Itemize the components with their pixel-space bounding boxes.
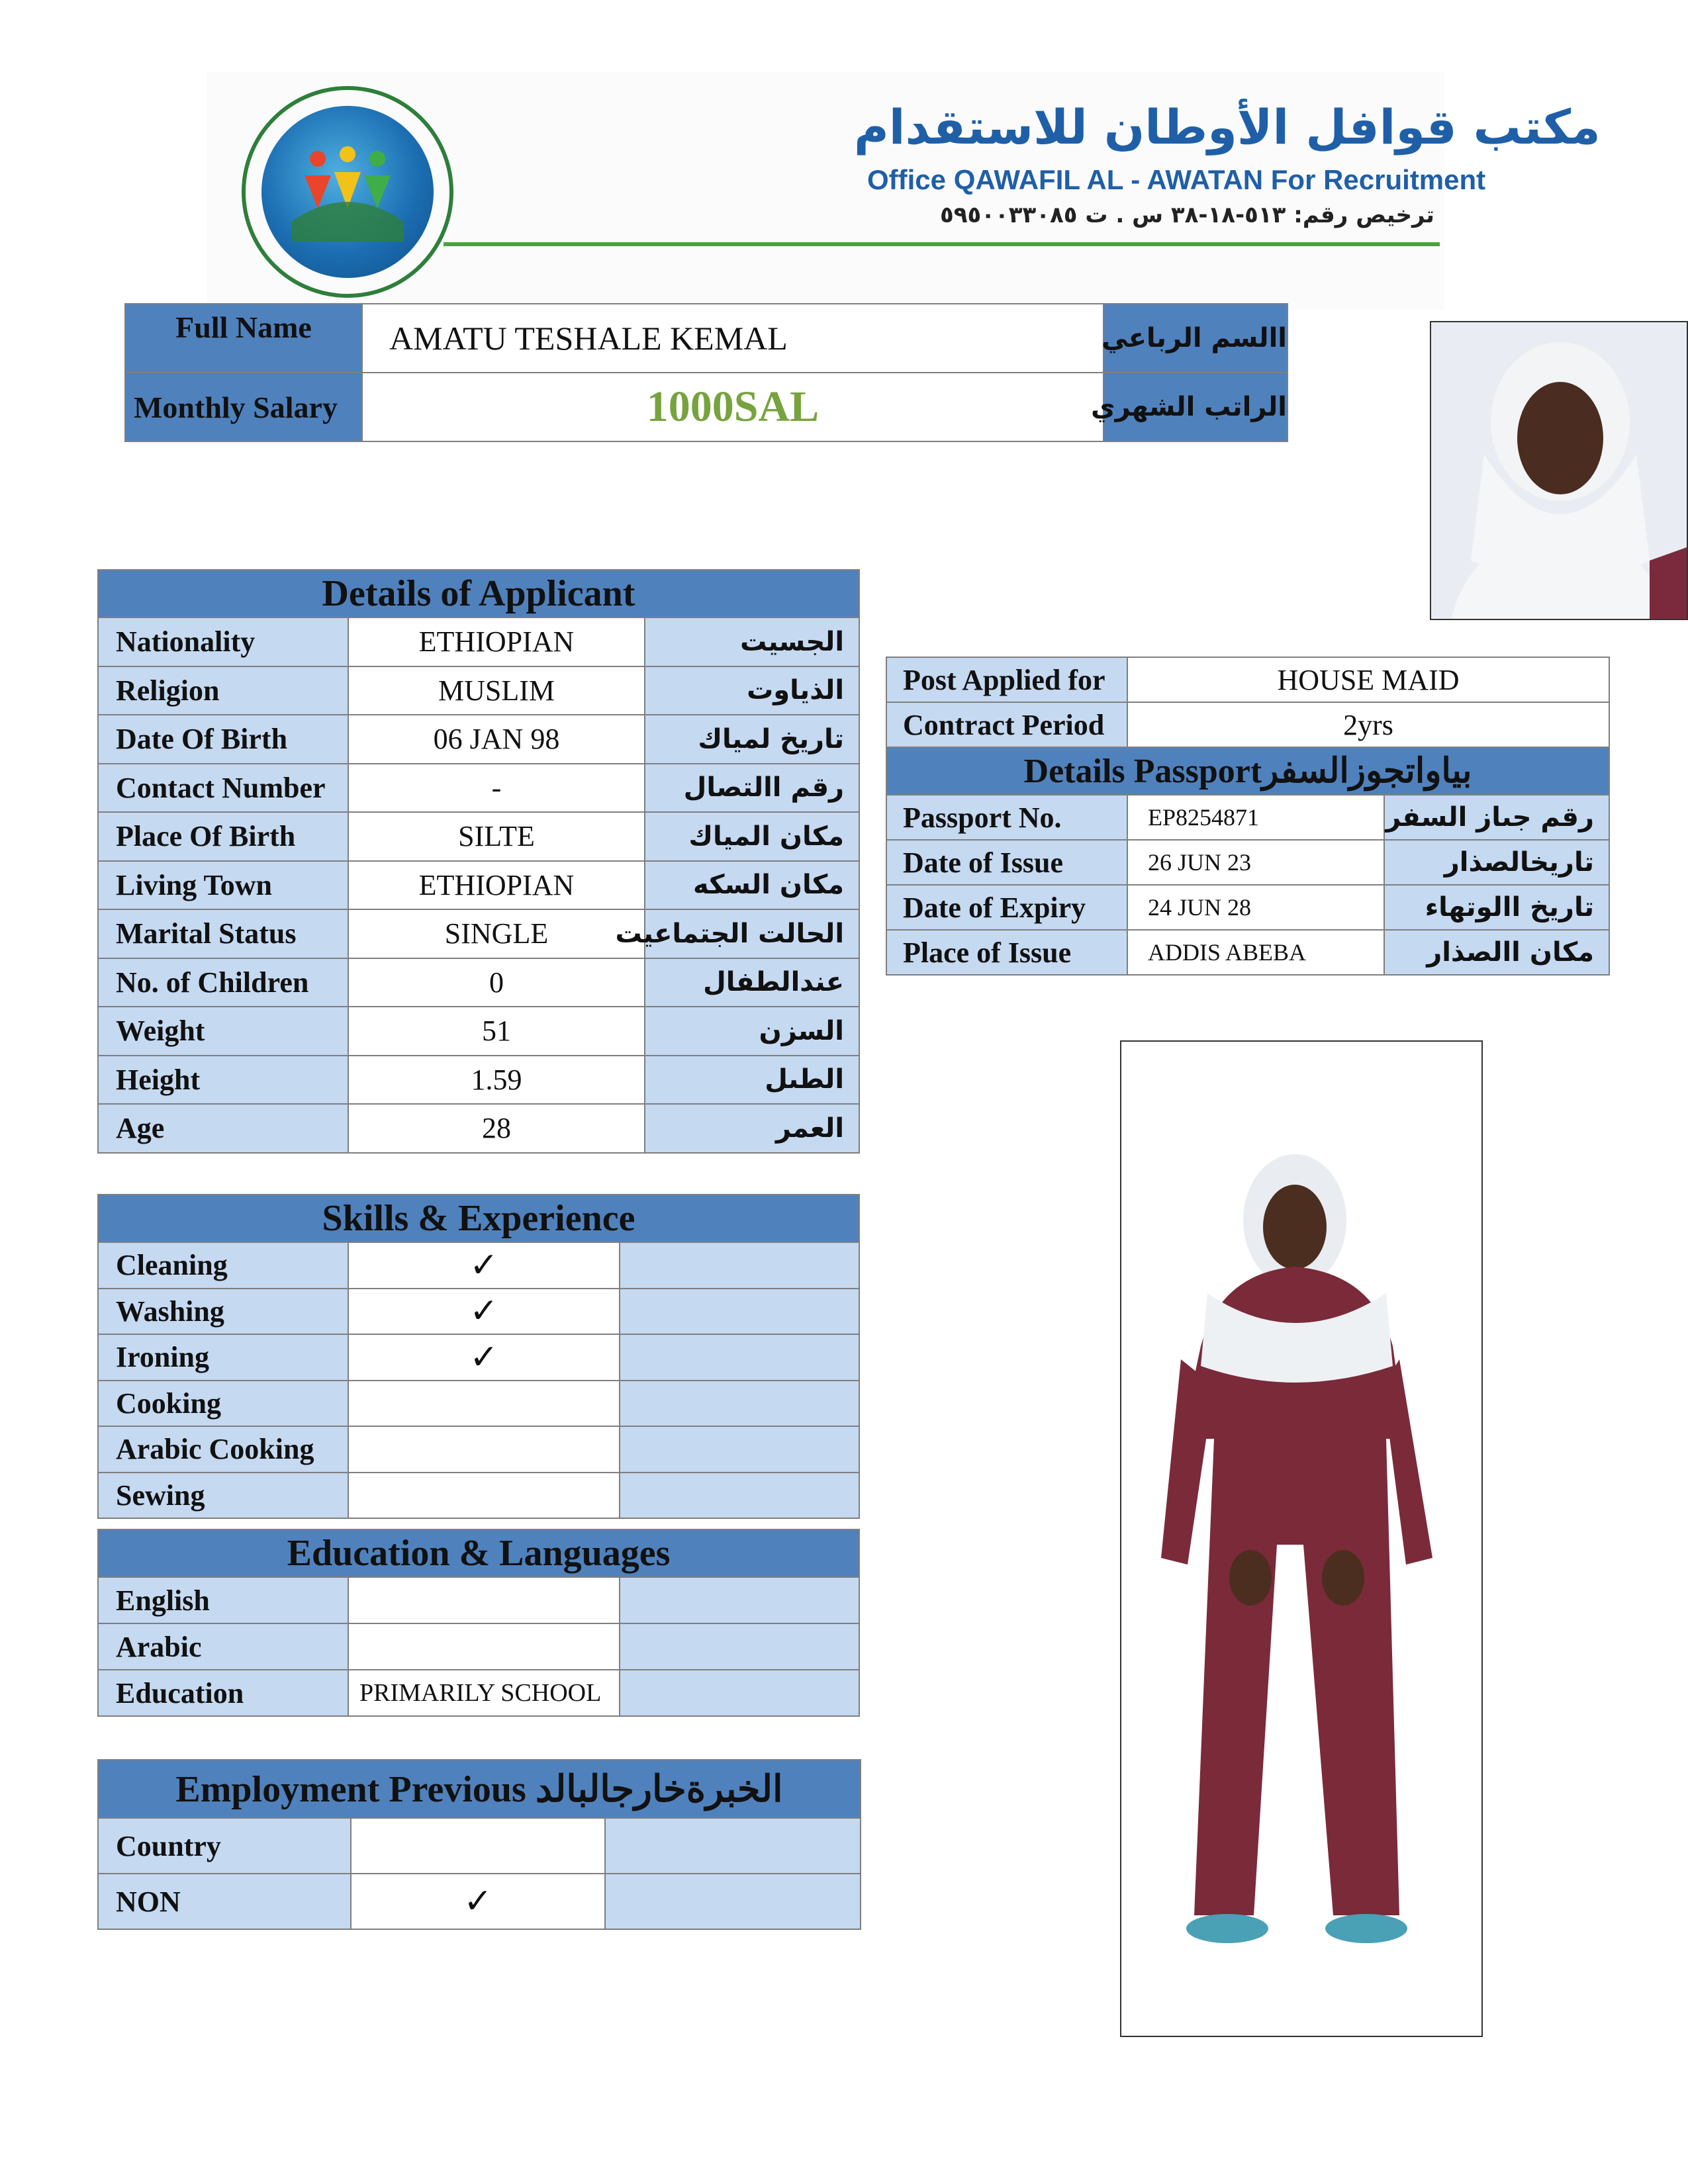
employment-section-title: Employment Previous الخبرةخارجالبالد: [98, 1760, 861, 1818]
applicant-field-arabic: عندالطفال: [645, 958, 859, 1007]
applicant-field-label: Contact Number: [98, 764, 348, 813]
skill-extra-cell: [620, 1242, 859, 1289]
skill-row: [98, 1289, 859, 1335]
post-label: Post Applied for: [886, 657, 1127, 702]
logo-divider: [444, 242, 1440, 246]
applicant-field-value: SINGLE: [348, 909, 645, 958]
applicant-field-arabic: الذياوت: [645, 666, 859, 715]
monthly-salary-arabic: الراتب الشهري: [1103, 373, 1288, 441]
skill-row: [98, 1334, 859, 1381]
skill-extra-cell: [620, 1289, 859, 1335]
full-name-label: Full Name: [125, 304, 362, 373]
applicant-field-value: SILTE: [348, 812, 645, 861]
skill-label: Sewing: [98, 1473, 348, 1519]
applicant-field-arabic: الحالت الجتماعيت: [645, 909, 859, 958]
skill-label: Arabic Cooking: [98, 1426, 348, 1473]
applicant-row: [98, 1104, 859, 1153]
applicant-field-label: Height: [98, 1056, 348, 1105]
skill-row: [98, 1473, 859, 1519]
employment-check-mark: ✓: [351, 1874, 605, 1929]
passport-label: Date of Issue: [886, 840, 1127, 885]
applicant-row: [98, 1056, 859, 1105]
education-extra-cell: [620, 1670, 859, 1716]
skill-row: [98, 1426, 859, 1473]
skill-check-mark: [348, 1426, 620, 1473]
skills-section-title: Skills & Experience: [98, 1195, 859, 1242]
employment-check-mark: [351, 1818, 605, 1874]
skills-table: [97, 1194, 860, 1519]
applicant-row: [98, 812, 859, 861]
passport-section-title: Details Passportبياواتجوزالسفر: [886, 747, 1609, 795]
passport-arabic: تاريخ االوتهاء: [1384, 885, 1609, 930]
post-row: [886, 702, 1609, 747]
skill-label: Washing: [98, 1289, 348, 1335]
passport-row: [886, 840, 1609, 885]
applicant-row: [98, 715, 859, 764]
applicant-full-body-photo: [1120, 1040, 1483, 2037]
applicant-field-label: Marital Status: [98, 909, 348, 958]
passport-arabic: مكان االصذار: [1384, 930, 1609, 975]
applicant-field-arabic: الطىل: [645, 1056, 859, 1105]
applicant-row: [98, 617, 859, 666]
post-value: 2yrs: [1127, 702, 1609, 747]
education-row: [98, 1577, 859, 1623]
people-logo-icon: [291, 142, 404, 242]
skill-extra-cell: [620, 1473, 859, 1519]
passport-value: ADDIS ABEBA: [1127, 930, 1384, 975]
passport-label: Date of Expiry: [886, 885, 1127, 930]
applicant-field-label: Date Of Birth: [98, 715, 348, 764]
office-license: ترخيص رقم: ٥١٣-١٨-٣٨ س . ت ٥٩٥٠٠٣٣٠٨٥: [940, 202, 1434, 228]
employment-extra-cell: [605, 1818, 861, 1874]
skill-label: Cleaning: [98, 1242, 348, 1289]
applicant-field-arabic: مكان المياك: [645, 812, 859, 861]
passport-arabic: رقم جىاز السفر: [1384, 795, 1609, 840]
applicant-field-value: 1.59: [348, 1056, 645, 1105]
applicant-row: [98, 909, 859, 958]
applicant-field-arabic: السزن: [645, 1007, 859, 1056]
passport-value: EP8254871: [1127, 795, 1384, 840]
education-value: [348, 1577, 620, 1623]
applicant-field-label: No. of Children: [98, 958, 348, 1007]
applicant-field-label: Nationality: [98, 617, 348, 666]
employment-label: NON: [98, 1874, 351, 1929]
skill-label: Ironing: [98, 1334, 348, 1381]
applicant-field-arabic: تاريخ لمياك: [645, 715, 859, 764]
skill-label: Cooking: [98, 1381, 348, 1427]
education-value: PRIMARILY SCHOOL: [348, 1670, 620, 1716]
education-extra-cell: [620, 1577, 859, 1623]
education-value: [348, 1623, 620, 1670]
post-passport-table: [886, 657, 1610, 976]
education-label: Arabic: [98, 1623, 348, 1670]
skill-check-mark: ✓: [348, 1334, 620, 1381]
passport-label: Place of Issue: [886, 930, 1127, 975]
applicant-field-value: 51: [348, 1007, 645, 1056]
skill-extra-cell: [620, 1381, 859, 1427]
applicant-row: [98, 958, 859, 1007]
applicant-field-label: Religion: [98, 666, 348, 715]
applicant-field-arabic: مكان السكه: [645, 861, 859, 910]
applicant-field-arabic: رقم االتصال: [645, 764, 859, 813]
passport-arabic: تاريخالصذار: [1384, 840, 1609, 885]
applicant-field-value: ETHIOPIAN: [348, 861, 645, 910]
employment-label: Country: [98, 1818, 351, 1874]
applicant-field-label: Weight: [98, 1007, 348, 1056]
applicant-row: [98, 861, 859, 910]
applicant-field-arabic: الجسيت: [645, 617, 859, 666]
skill-extra-cell: [620, 1334, 859, 1381]
passport-value: 26 JUN 23: [1127, 840, 1384, 885]
employment-extra-cell: [605, 1874, 861, 1929]
skill-check-mark: [348, 1381, 620, 1427]
full-name-value: AMATU TESHALE KEMAL: [362, 304, 1103, 373]
applicant-field-value: -: [348, 764, 645, 813]
post-value: HOUSE MAID: [1127, 657, 1609, 702]
applicant-field-value: 0: [348, 958, 645, 1007]
applicant-field-label: Place Of Birth: [98, 812, 348, 861]
passport-value: 24 JUN 28: [1127, 885, 1384, 930]
education-label: English: [98, 1577, 348, 1623]
applicant-field-value: MUSLIM: [348, 666, 645, 715]
employment-row: [98, 1818, 861, 1874]
full-body-image: [1121, 1042, 1481, 2036]
applicant-row: [98, 1007, 859, 1056]
name-salary-table: [124, 303, 1288, 442]
skill-row: [98, 1242, 859, 1289]
passport-row: [886, 930, 1609, 975]
office-arabic-name: مكتب قوافل الأوطان للاستقدام: [854, 99, 1601, 155]
applicant-row: [98, 764, 859, 813]
passport-row: [886, 885, 1609, 930]
skill-extra-cell: [620, 1426, 859, 1473]
education-label: Education: [98, 1670, 348, 1716]
applicant-field-value: 06 JAN 98: [348, 715, 645, 764]
applicant-field-arabic: العمر: [645, 1104, 859, 1153]
education-section-title: Education & Languages: [98, 1529, 859, 1577]
employment-table: [97, 1759, 861, 1930]
education-row: [98, 1670, 859, 1716]
applicant-field-value: 28: [348, 1104, 645, 1153]
headshot-image: [1431, 322, 1687, 619]
monthly-salary-value: 1000SAL: [362, 373, 1103, 441]
post-label: Contract Period: [886, 702, 1127, 747]
passport-label: Passport No.: [886, 795, 1127, 840]
skill-check-mark: [348, 1473, 620, 1519]
post-row: [886, 657, 1609, 702]
skill-check-mark: ✓: [348, 1289, 620, 1335]
skill-row: [98, 1381, 859, 1427]
monthly-salary-label: Monthly Salary: [125, 373, 362, 441]
applicant-field-value: ETHIOPIAN: [348, 617, 645, 666]
applicant-row: [98, 666, 859, 715]
education-extra-cell: [620, 1623, 859, 1670]
applicant-details-table: [97, 569, 860, 1154]
applicant-section-title: Details of Applicant: [98, 570, 859, 617]
education-row: [98, 1623, 859, 1670]
full-name-arabic: االسم الرباعي: [1103, 304, 1288, 373]
applicant-headshot-photo: [1430, 321, 1688, 620]
education-table: [97, 1529, 860, 1717]
applicant-field-label: Living Town: [98, 861, 348, 910]
passport-row: [886, 795, 1609, 840]
employment-row: [98, 1874, 861, 1929]
office-english-name: Office QAWAFIL AL - AWATAN For Recruitment: [867, 164, 1486, 195]
applicant-field-label: Age: [98, 1104, 348, 1153]
skill-check-mark: ✓: [348, 1242, 620, 1289]
